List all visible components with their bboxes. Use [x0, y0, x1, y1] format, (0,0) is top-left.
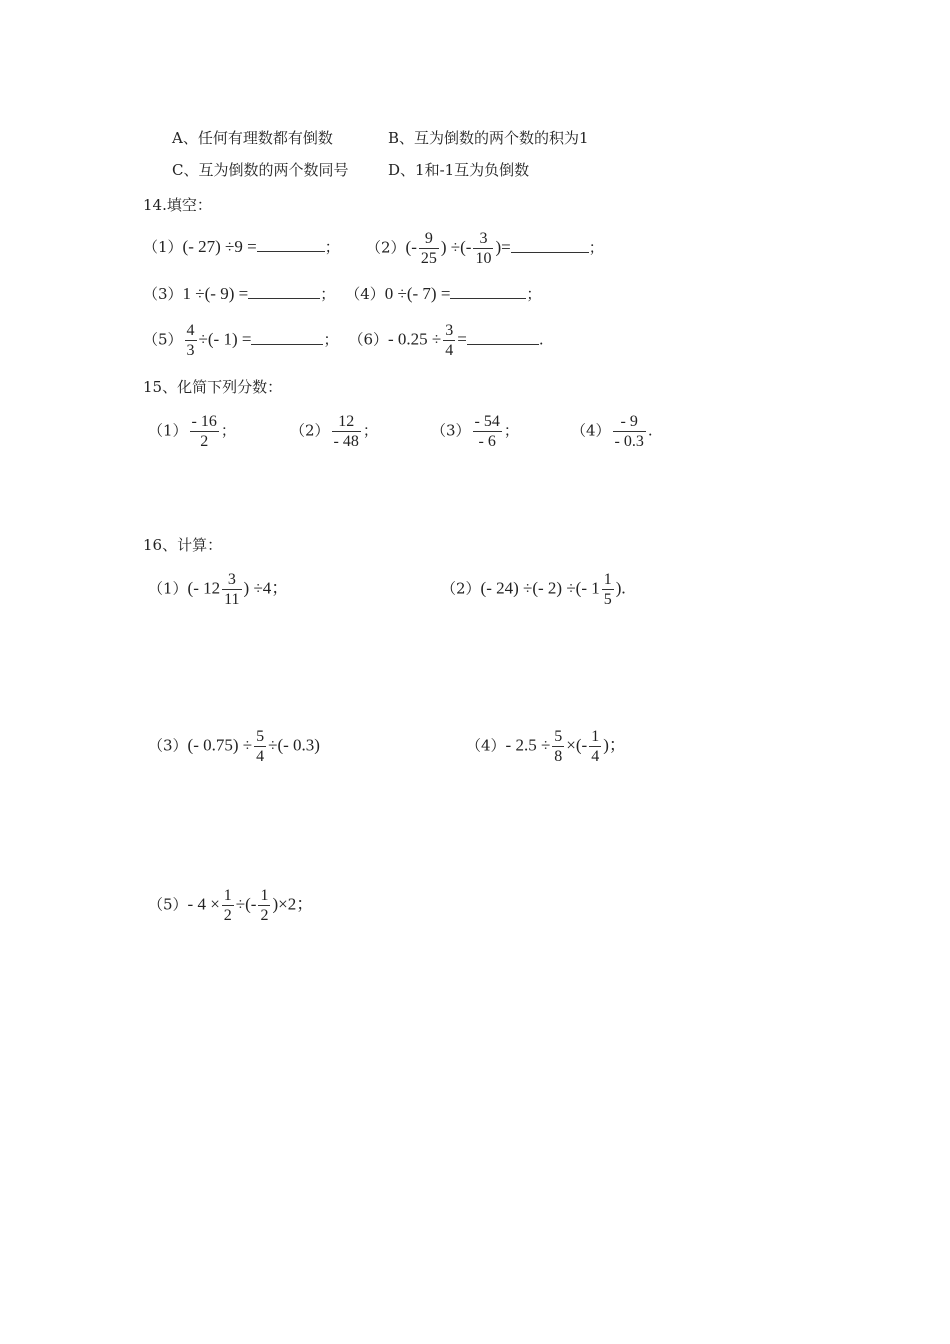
q14-p2-blank[interactable] — [511, 238, 589, 253]
q16-p5-rest: )×2； — [272, 894, 314, 914]
numerator: 3 — [222, 570, 241, 590]
denominator: 2 — [260, 907, 269, 924]
q14-p2 — [366, 229, 604, 268]
numerator: 1 — [223, 887, 232, 904]
q14-p4-label: （4） — [345, 285, 385, 303]
q16-p2-fraction — [602, 570, 614, 609]
numerator: 1 — [260, 887, 269, 904]
q16-p5-label: （5） — [148, 895, 188, 914]
denominator: 4 — [591, 748, 600, 765]
q15-p3-fraction — [473, 412, 502, 451]
q16-p2-rest: ). — [615, 578, 626, 598]
numerator: 5 — [256, 728, 265, 745]
q16-p5-mid: ÷(- — [235, 894, 257, 914]
q14-p2-open: (- — [405, 237, 417, 257]
q15-p3-end: ； — [503, 421, 519, 440]
q14-p5-blank[interactable] — [251, 330, 323, 345]
q16-p4-fraction-1 — [552, 727, 564, 766]
q14-p6-fraction — [443, 321, 455, 360]
q14-title: 14.填空： — [143, 196, 212, 214]
denominator: 5 — [603, 591, 612, 608]
q16-p3-expr: (- 0.75) ÷ — [187, 735, 253, 755]
numerator: 4 — [186, 322, 195, 339]
q15-p1-end: ； — [220, 421, 236, 440]
q16-p5-fraction-1 — [222, 886, 234, 925]
q14-p2-fraction-1 — [419, 229, 439, 268]
numerator: 1 — [603, 571, 612, 588]
q16-p2 — [441, 570, 626, 609]
q14-p5-label: （5） — [143, 330, 183, 349]
q14-p3-expr: 1 ÷(- 9) = — [182, 284, 249, 303]
q15-p3 — [431, 412, 519, 451]
q14-p1-blank[interactable] — [257, 237, 325, 252]
q14-p2-close: )= — [495, 237, 511, 257]
q15-p4-label: （4） — [571, 421, 611, 440]
denominator: 2 — [200, 433, 209, 450]
denominator: 25 — [420, 250, 437, 267]
denominator: - 48 — [333, 433, 359, 450]
q14-p3-label: （3） — [143, 285, 183, 303]
q14-p6-label: （6） — [348, 330, 389, 349]
q16-p1-open: (- 12 — [187, 578, 221, 598]
q14-p6-blank[interactable] — [467, 330, 539, 345]
q14-p2-label: （2） — [366, 238, 406, 257]
q16-p1-label: （1） — [148, 579, 188, 598]
q14-p6-end: . — [538, 330, 544, 349]
option-c: C、互为倒数的两个数同号 — [172, 161, 349, 179]
q14-row2 — [143, 284, 541, 304]
option-a: A、任何有理数都有倒数 — [172, 129, 333, 147]
denominator: 3 — [186, 342, 195, 359]
denominator: 4 — [256, 748, 265, 765]
q14-p4-blank[interactable] — [450, 284, 526, 299]
q16-p5-expr: - 4 × — [187, 894, 220, 914]
q15-p4 — [571, 412, 653, 451]
q16-title: 16、计算： — [143, 536, 223, 554]
q14-p1-expr: (- 27) ÷9 = — [182, 237, 257, 256]
q16-p1 — [148, 570, 288, 609]
q16-p3-fraction — [254, 727, 266, 766]
q15-p1-label: （1） — [148, 421, 188, 440]
q15-p2-end: ； — [362, 421, 378, 440]
numerator: 3 — [473, 229, 493, 249]
option-b: B、互为倒数的两个数的积为1 — [388, 129, 589, 147]
q14-row1 — [143, 237, 340, 257]
q15-p3-label: （3） — [431, 421, 471, 440]
numerator: - 54 — [474, 413, 500, 430]
numerator: - 9 — [613, 412, 646, 432]
q14-row3 — [143, 321, 544, 360]
q16-p4 — [466, 727, 626, 766]
q14-p6-expr: - 0.25 ÷ — [388, 329, 442, 349]
q16-p3-rest: ÷(- 0.3) — [268, 735, 320, 755]
q16-p3 — [148, 727, 320, 766]
q14-p1-label: （1） — [143, 238, 183, 256]
q15-p2 — [290, 412, 378, 451]
numerator: 3 — [445, 322, 454, 339]
q16-p4-fraction-2 — [589, 727, 601, 766]
numerator: 9 — [419, 229, 439, 249]
q14-p3-end: ； — [320, 285, 336, 303]
q14-p3-blank[interactable] — [248, 284, 320, 299]
denominator: 10 — [475, 250, 492, 267]
q14-p4-end: ； — [526, 285, 542, 303]
q16-p4-mid: ×(- — [566, 735, 588, 755]
q16-p4-expr: - 2.5 ÷ — [505, 735, 551, 755]
q16-p1-rest: ) ÷4； — [243, 578, 289, 598]
q16-p1-fraction — [222, 570, 241, 609]
numerator: - 16 — [191, 413, 217, 430]
q15-title: 15、化简下列分数： — [143, 378, 283, 396]
q14-p5-fraction — [185, 321, 197, 360]
q16-p2-expr: (- 24) ÷(- 2) ÷(- 1 — [480, 578, 600, 598]
q14-p2-end: ； — [588, 238, 604, 257]
q16-p5-fraction-2 — [258, 886, 270, 925]
numerator: 12 — [332, 412, 361, 432]
q14-p5-expr: ÷(- 1) = — [198, 329, 252, 349]
option-d: D、1和-1互为负倒数 — [388, 161, 530, 179]
numerator: 1 — [591, 728, 600, 745]
q15-p4-fraction — [613, 412, 646, 451]
q16-p2-label: （2） — [441, 579, 481, 598]
q16-p3-label: （3） — [148, 736, 188, 755]
denominator: 11 — [224, 591, 240, 608]
q16-p4-label: （4） — [466, 736, 506, 755]
denominator: 8 — [554, 748, 563, 765]
q15-p1 — [148, 412, 236, 451]
q14-p2-fraction-2 — [473, 229, 493, 268]
q14-p1-end: ； — [324, 238, 340, 256]
q15-p4-end: . — [647, 421, 653, 440]
q16-p4-rest: )； — [603, 735, 626, 755]
q15-p1-fraction — [190, 412, 219, 451]
q15-p2-label: （2） — [290, 421, 330, 440]
denominator: - 6 — [478, 433, 496, 450]
q16-p5 — [148, 886, 313, 925]
q14-p5-end: ； — [323, 330, 339, 349]
denominator: - 0.3 — [614, 433, 644, 450]
q14-p2-mid: ) ÷(- — [440, 237, 472, 257]
q14-p6-eq: = — [457, 329, 467, 349]
q15-p2-fraction — [332, 412, 361, 451]
denominator: 2 — [223, 907, 232, 924]
numerator: 5 — [554, 728, 563, 745]
denominator: 4 — [445, 342, 454, 359]
q14-p4-expr: 0 ÷(- 7) = — [384, 284, 451, 303]
